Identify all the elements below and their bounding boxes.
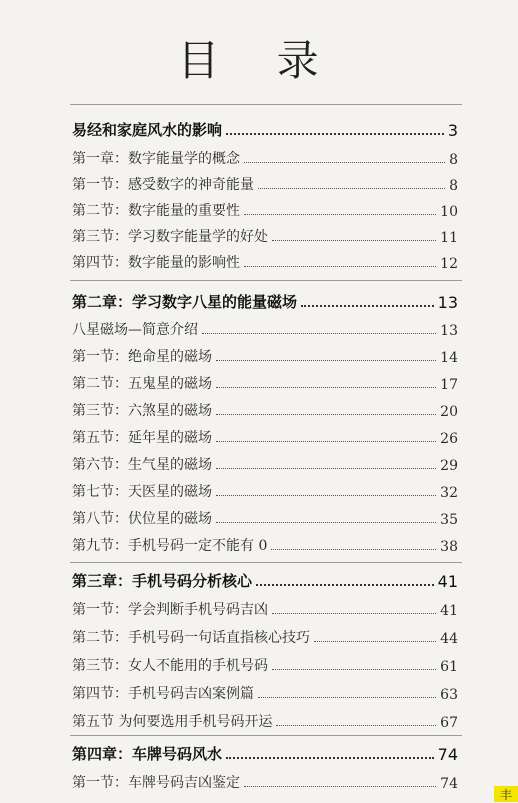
dot-leader xyxy=(244,266,436,267)
toc-entry[interactable] xyxy=(72,677,458,703)
toc-label: 第一节：绝命星的磁场 xyxy=(72,349,212,365)
page-title: 目 录 xyxy=(177,36,341,85)
toc-label: 第一节：车牌号码吉凶鉴定 xyxy=(72,775,240,791)
dot-leader xyxy=(244,786,436,787)
toc-page-number: 13 xyxy=(440,323,458,339)
toc-entry[interactable] xyxy=(72,421,458,447)
section-divider xyxy=(70,104,462,105)
toc-label: 第二节：五鬼星的磁场 xyxy=(72,376,212,392)
toc-label: 第四节：手机号码吉凶案例篇 xyxy=(72,686,254,702)
toc-entry[interactable] xyxy=(72,475,458,501)
toc-entry[interactable] xyxy=(72,246,458,272)
toc-label: 第五节：延年星的磁场 xyxy=(72,430,212,446)
toc-label: 第五节 为何要选用手机号码开运 xyxy=(72,714,273,730)
toc-page-number: 74 xyxy=(440,776,458,792)
toc-entry[interactable] xyxy=(72,313,458,339)
dot-leader xyxy=(226,133,444,135)
dot-leader xyxy=(216,522,436,523)
toc-page-number: 41 xyxy=(440,603,458,619)
toc-page-number: 20 xyxy=(440,404,458,420)
toc-entry[interactable] xyxy=(72,340,458,366)
toc-label: 八星磁场—简意介绍 xyxy=(72,322,198,338)
toc-heading[interactable] xyxy=(72,565,458,591)
toc-entry[interactable] xyxy=(72,142,458,168)
dot-leader xyxy=(226,757,434,759)
toc-page-number: 3 xyxy=(447,121,458,140)
dot-leader xyxy=(244,162,445,163)
dot-leader xyxy=(216,441,436,442)
dot-leader xyxy=(301,305,434,307)
toc-entry[interactable] xyxy=(72,168,458,194)
toc-label: 第三章：手机号码分析核心 xyxy=(72,572,253,590)
toc-label: 第四章：车牌号码风水 xyxy=(72,745,223,763)
dot-leader xyxy=(314,641,436,642)
toc-page-number: 8 xyxy=(449,178,458,194)
corner-mark: 丰 xyxy=(500,788,513,802)
dot-leader xyxy=(272,669,436,670)
section-divider xyxy=(70,280,462,281)
toc-page-number: 14 xyxy=(440,350,458,366)
toc-label: 第二节：数字能量的重要性 xyxy=(72,203,240,219)
toc-entry[interactable] xyxy=(72,394,458,420)
toc-page-number: 67 xyxy=(440,715,458,731)
toc-entry[interactable] xyxy=(72,220,458,246)
toc-page-number: 29 xyxy=(440,458,458,474)
toc-entry[interactable] xyxy=(72,621,458,647)
dot-leader xyxy=(216,360,436,361)
dot-leader xyxy=(256,584,434,586)
toc-label: 第九节：手机号码一定不能有 0 xyxy=(72,538,268,554)
toc-page-number: 17 xyxy=(440,377,458,393)
toc-page-number: 10 xyxy=(440,204,458,220)
toc-page-number: 38 xyxy=(440,539,458,555)
section-divider xyxy=(70,562,462,563)
toc-heading[interactable] xyxy=(72,286,458,312)
toc-label: 第七节：天医星的磁场 xyxy=(72,484,212,500)
toc-label: 第一节：感受数字的神奇能量 xyxy=(72,177,254,193)
dot-leader xyxy=(272,240,436,241)
toc-page-number: 26 xyxy=(440,431,458,447)
toc-entry[interactable] xyxy=(72,502,458,528)
dot-leader xyxy=(276,725,436,726)
toc-label: 第二节：手机号码一句话直指核心技巧 xyxy=(72,630,310,646)
toc-page-number: 12 xyxy=(440,256,458,272)
toc-label: 易经和家庭风水的影响 xyxy=(72,121,223,139)
toc-page-number: 63 xyxy=(440,687,458,703)
toc-label: 第四节：数字能量的影响性 xyxy=(72,255,240,271)
toc-page-number: 13 xyxy=(437,293,458,312)
toc-page-number: 35 xyxy=(440,512,458,528)
toc-label: 第三节：六煞星的磁场 xyxy=(72,403,212,419)
toc-page-number: 41 xyxy=(437,572,458,591)
toc-label: 第二章：学习数字八星的能量磁场 xyxy=(72,293,298,311)
toc-label: 第三节：女人不能用的手机号码 xyxy=(72,658,268,674)
toc-entry[interactable] xyxy=(72,367,458,393)
dot-leader xyxy=(216,468,436,469)
toc-entry[interactable] xyxy=(72,593,458,619)
dot-leader xyxy=(216,414,436,415)
dot-leader xyxy=(216,495,436,496)
toc-page-number: 74 xyxy=(437,745,458,764)
toc-entry[interactable] xyxy=(72,529,458,555)
corner-badge xyxy=(494,786,518,802)
dot-leader xyxy=(244,214,436,215)
toc-page-number: 44 xyxy=(440,631,458,647)
dot-leader xyxy=(258,188,445,189)
toc-page-number: 11 xyxy=(440,230,458,246)
dot-leader xyxy=(216,387,436,388)
toc-entry[interactable] xyxy=(72,766,458,792)
dot-leader xyxy=(202,333,436,334)
toc-label: 第三节：学习数字能量学的好处 xyxy=(72,229,268,245)
toc-label: 第六节：生气星的磁场 xyxy=(72,457,212,473)
dot-leader xyxy=(272,613,436,614)
toc-heading[interactable] xyxy=(72,738,458,764)
toc-page-number: 8 xyxy=(449,152,458,168)
toc-page-number: 61 xyxy=(440,659,458,675)
toc-entry[interactable] xyxy=(72,705,458,731)
toc-label: 第一章：数字能量学的概念 xyxy=(72,151,240,167)
dot-leader xyxy=(271,549,436,550)
toc-entry[interactable] xyxy=(72,649,458,675)
toc-label: 第一节：学会判断手机号码吉凶 xyxy=(72,602,268,618)
toc-entry[interactable] xyxy=(72,448,458,474)
toc-page-number: 32 xyxy=(440,485,458,501)
dot-leader xyxy=(258,697,436,698)
toc-label: 第八节：伏位星的磁场 xyxy=(72,511,212,527)
toc-entry[interactable] xyxy=(72,194,458,220)
toc-heading[interactable] xyxy=(72,114,458,140)
section-divider xyxy=(70,735,462,736)
